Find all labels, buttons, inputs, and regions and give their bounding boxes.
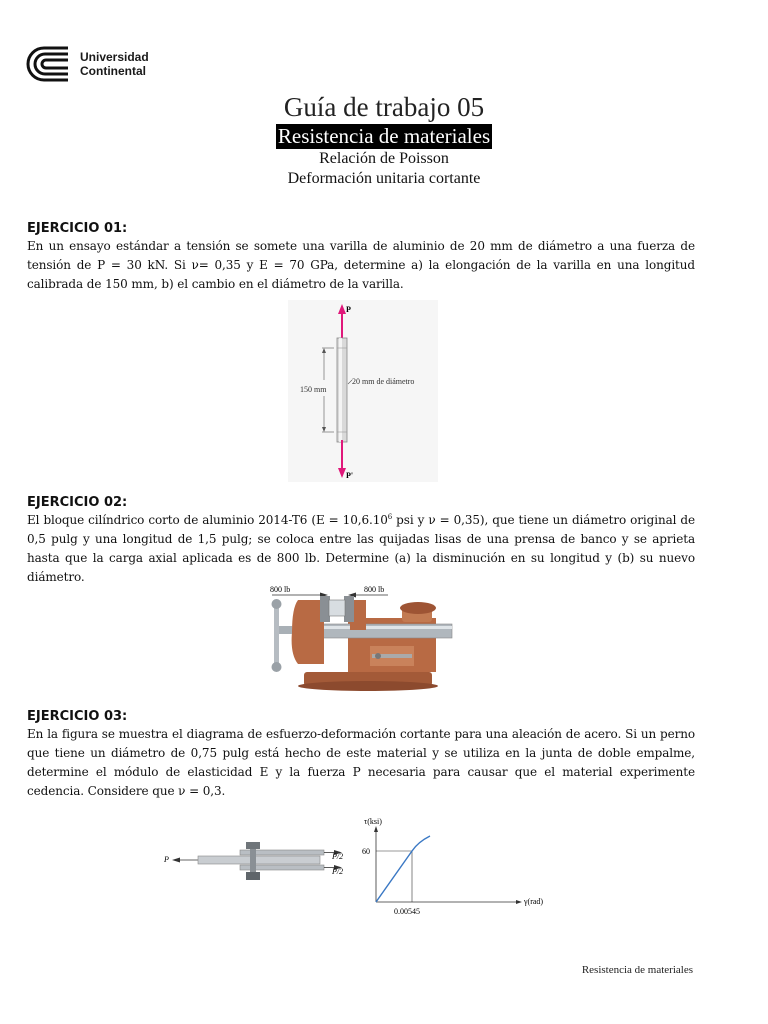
graph-curve: [376, 836, 430, 902]
exercise-1-text: En un ensayo estándar a tensión se somete una varilla de aluminio de 20 mm de diámetro a una fuerza de tensión de P = 30 kN. Si ν= 0,35 y E = 70 GPa, determine a) la elongación de la varilla en una longitud calibrada de 150 mm, b) el cambio en el diámetro de la varilla.: [27, 239, 695, 291]
logo-text: [80, 50, 149, 78]
topic-line-1: Relación de Poisson: [319, 150, 449, 167]
diameter-label: 20 mm de diámetro: [352, 377, 415, 386]
bolt-shank: [250, 849, 256, 873]
rod-figure: [288, 300, 438, 482]
label-p-bottom: P': [346, 471, 354, 480]
university-logo: [24, 44, 149, 84]
exercise-3-heading: EJERCICIO 03:: [27, 709, 128, 724]
double-lap-joint-figure: [160, 836, 360, 894]
exercise-2: [27, 494, 695, 587]
graph-x-tick: 0.00545: [394, 907, 420, 916]
vise-movable-jaw: [292, 600, 324, 664]
exercise-2-text-part-2: psi y ν = 0,35), que tiene un diámetro original de 0,5 pulg y una longitud de 1,5 pulg; se coloca entre las quijadas lisas de una prensa de banco y se aprieta hasta que la carga axial aplicada es de 800 lb. Determine (a) la disminución en su longitud y (b) su nuevo diámetro.: [27, 513, 695, 584]
length-label: 150 mm: [300, 385, 327, 394]
exercise-3: [27, 708, 695, 801]
vise-handle: [274, 606, 279, 664]
exercise-2-exponent: 6: [387, 513, 393, 521]
title-block: [0, 90, 768, 189]
shear-stress-strain-graph: [356, 814, 562, 920]
label-p-top: P: [346, 305, 351, 314]
exercise-3-text: En la figura se muestra el diagrama de esfuerzo-deformación cortante para una aleación de acero. Si un perno que tiene un diámetro de 0,75 pulg está hecho de este material y se utiliza en la junta de doble empalme, determine el módulo de elasticidad E y la fuerza P necesaria para causar que el material experimente cedencia. Considere que ν = 0,3.: [27, 727, 695, 798]
exercise-2-text: [27, 511, 695, 587]
page-footer: Resistencia de materiales: [581, 964, 693, 976]
load-label-right: 800 lb: [364, 585, 385, 594]
arrow-left-icon: [172, 858, 180, 863]
exercise-1: [27, 220, 695, 294]
bench-vise-figure: [262, 578, 458, 694]
exercise-2-text-part-1: El bloque cilíndrico corto de aluminio 2014-T6 (E = 10,6.10: [27, 513, 388, 527]
graph-y-axis-label: τ(ksi): [364, 817, 382, 826]
bolt-head: [246, 842, 260, 849]
center-plate: [198, 856, 320, 864]
topic-line-2: Deformación unitaria cortante: [287, 170, 481, 187]
logo-mark-icon: [24, 44, 72, 84]
course-subtitle: Resistencia de materiales: [277, 124, 491, 148]
graph-x-axis-label: γ(rad): [524, 897, 544, 906]
joint-load-right-bottom: P/2: [332, 867, 344, 876]
logo-line-1: Universidad: [80, 50, 149, 64]
joint-load-right-top: P/2: [332, 852, 344, 861]
exercise-1-heading: EJERCICIO 01:: [27, 221, 128, 236]
graph-y-tick: 60: [362, 847, 370, 856]
logo-line-2: Continental: [80, 64, 146, 78]
aluminum-block: [329, 600, 345, 616]
exercise-2-heading: EJERCICIO 02:: [27, 495, 128, 510]
bolt-nut: [246, 872, 260, 880]
document-title: Guía de trabajo 05: [283, 92, 485, 122]
joint-load-left: P: [164, 855, 169, 864]
load-label-left: 800 lb: [270, 585, 291, 594]
